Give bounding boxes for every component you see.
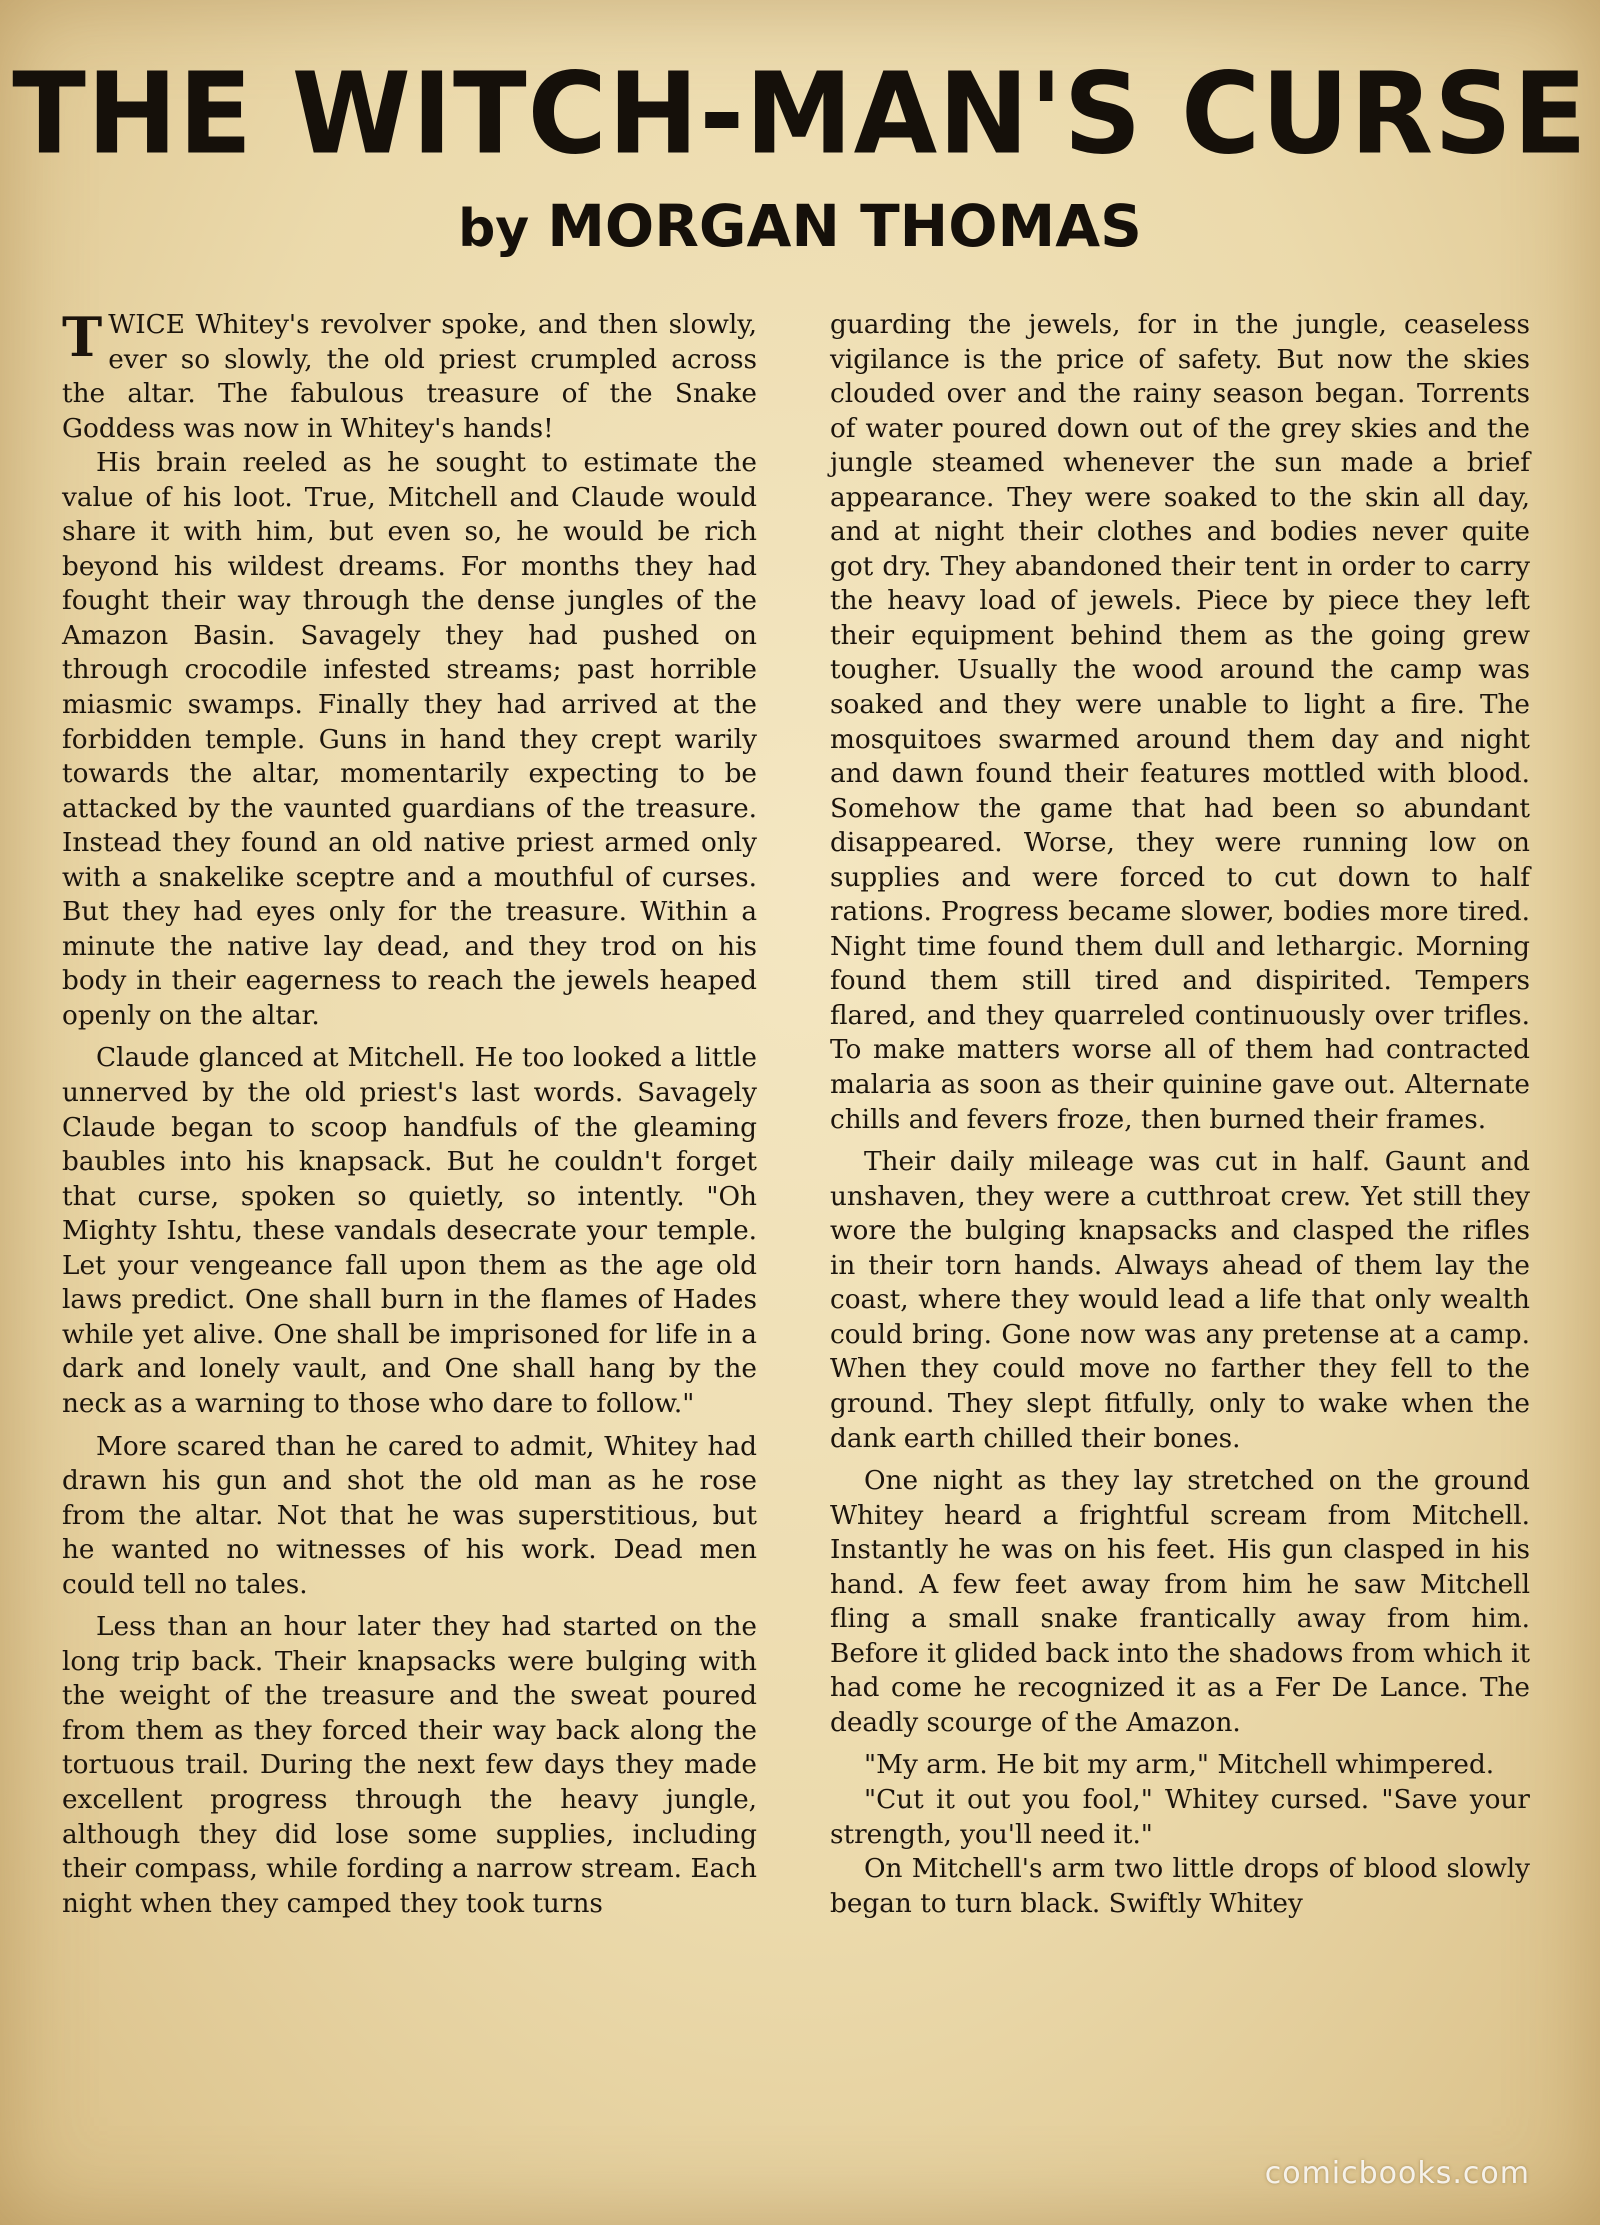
- paragraph-text: WICE Whitey's revolver spoke, and then slowly, ever so slowly, the old priest crumpled across the altar. The fabulous treasure of the Snake Goddess was now in Whitey's hands!: [62, 310, 757, 444]
- paragraph: "Cut it out you fool," Whitey cursed. "Save your strength, you'll need it.": [830, 1784, 1530, 1850]
- story-title: THE WITCH-MAN'S CURSE: [12, 49, 1588, 180]
- paragraph: guarding the jewels, for in the jungle, ceaseless vigilance is the price of safety. But now the skies clouded over and the rainy season began. Torrents of water poured down out of the grey skies and the jungle steamed whenever the sun made a brief appearance. They were soaked to the skin all day, and at night their clothes and bodies never quite got dry. They abandoned their tent in order to carry the heavy load of jewels. Piece by piece they left their equipment behind them as the going grew tougher. Usually the wood around the camp was soaked and they were unable to light a fire. The mosquitoes swarmed around them day and night and dawn found their features mottled with blood. Somehow the game that had been so abundant disappeared. Worse, they were running low on supplies and were forced to cut down to half rations. Progress became slower, bodies more tired. Night time found them dull and lethargic. Morning found them still tired and dispirited. Tempers flared, and they quarreled continuously over trifles. To make matters worse all of them had contracted malaria as soon as their quinine gave out. Alternate chills and fevers froze, then burned their frames.: [830, 310, 1530, 1135]
- paragraph: On Mitchell's arm two little drops of blood slowly began to turn black. Swiftly Whitey: [830, 1854, 1530, 1919]
- paragraph: Claude glanced at Mitchell. He too looked a little unnerved by the old priest's last words. Savagely Claude began to scoop handfuls of the gleaming baubles into his knapsack. But he couldn't forget that curse, spoken so quietly, so intently. "Oh Mighty Ishtu, these vandals desecrate your temple. Let your vengeance fall upon them as the age old laws predict. One shall burn in the flames of Hades while yet alive. One shall be imprisoned for life in a dark and lonely vault, and One shall hang by the neck as a warning to those who dare to follow.": [62, 1043, 757, 1419]
- paragraph: His brain reeled as he sought to estimate the value of his loot. True, Mitchell and Claude would share it with him, but even so, he would be rich beyond his wildest dreams. For months they had fought their way through the dense jungles of the Amazon Basin. Savagely they had pushed on through crocodile infested streams; past horrible miasmic swamps. Finally they had arrived at the forbidden temple. Guns in hand they crept warily towards the altar, momentarily expecting to be attacked by the vaunted guardians of the treasure. Instead they found an old native priest armed only with a snakelike sceptre and a mouthful of curses. But they had eyes only for the treasure. Within a minute the native lay dead, and they trod on his body in their eagerness to reach the jewels heaped openly on the altar.: [62, 448, 757, 1031]
- left-column: [62, 305, 757, 1921]
- drop-cap: T: [62, 305, 103, 369]
- paragraph: Their daily mileage was cut in half. Gaunt and unshaven, they were a cutthroat crew. Yet still they wore the bulging knapsacks and clasped the rifles in their torn hands. Always ahead of them lay the coast, where they would lead a life that only wealth could bring. Gone now was any pretense at a camp. When they could move no farther they fell to the ground. They slept fitfully, only to wake when the dank earth chilled their bones.: [830, 1147, 1530, 1454]
- site-watermark: comicbooks.com: [1264, 2156, 1530, 2191]
- paragraph: One night as they lay stretched on the ground Whitey heard a frightful scream from Mitchell. Instantly he was on his feet. His gun clasped in his hand. A few feet away from him he saw Mitchell fling a small snake frantically away from him. Before it glided back into the shadows from which it had come he recognized it as a Fer De Lance. The deadly scourge of the Amazon.: [830, 1466, 1531, 1738]
- paragraph: Less than an hour later they had started on the long trip back. Their knapsacks were bulging with the weight of the treasure and the sweat poured from them as they forced their way back along the tortuous trail. During the next few days they made excellent progress through the heavy jungle, although they did lose some supplies, including their compass, while fording a narrow stream. Each night when they camped they took turns: [62, 1612, 757, 1919]
- byline: [0, 192, 1600, 260]
- paragraph: "My arm. He bit my arm," Mitchell whimpered.: [864, 1750, 1495, 1781]
- right-column: [830, 308, 1530, 1921]
- byline-by: by: [458, 199, 530, 259]
- paragraph: More scared than he cared to admit, Whitey had drawn his gun and shot the old man as he rose from the altar. Not that he was superstitious, but he wanted no witnesses of his work. Dead men could tell no tales.: [62, 1431, 757, 1600]
- paragraph: [62, 305, 757, 446]
- byline-author: MORGAN THOMAS: [547, 192, 1142, 260]
